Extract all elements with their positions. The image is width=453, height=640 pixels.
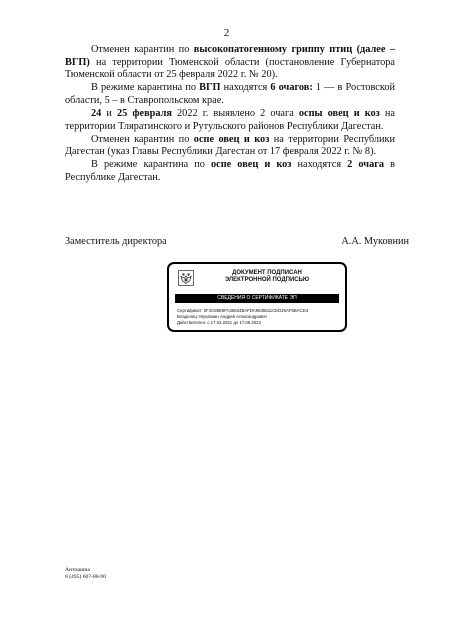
footer-phone: 8 (495) 607-80-90: [65, 574, 107, 580]
text-run: на территории Тюменской области (постановление Губернатора Тюменской области от 25 февраля 2022 г. № 20).: [65, 56, 395, 81]
bold-text-run: 24: [91, 107, 102, 119]
paragraph: [65, 108, 395, 133]
signatory-role: Заместитель директора: [65, 236, 167, 247]
text-run: находятся: [220, 82, 271, 94]
footer-author: Антошина: [65, 567, 90, 573]
text-run: в Республике Дагестан.: [65, 159, 395, 183]
paragraph: [65, 134, 395, 159]
certificate-info-bar: СВЕДЕНИЯ О СЕРТИФИКАТЕ ЭП: [175, 294, 339, 303]
text-run: на территории Республики Дагестан (указ Главы Республики Дагестан от 17 февраля 2022 г. № 8).: [65, 133, 395, 158]
bold-text-run: оспы овец и коз: [298, 107, 380, 119]
text-run: 2022 г. выявлено 2 очага: [171, 107, 299, 119]
document-body: [65, 44, 395, 185]
certificate-validity: Действителен: с 17.03.2021 до 17.06.2022: [177, 319, 261, 325]
text-run: В режиме карантина по: [91, 159, 211, 171]
paragraph: [65, 82, 395, 107]
text-run: и: [101, 107, 117, 119]
certificate-details: [177, 308, 341, 326]
bold-text-run: 2 очага: [347, 159, 385, 171]
stamp-title-line: ДОКУМЕНТ ПОДПИСАН: [232, 270, 302, 276]
bold-text-run: высокопатогенному гриппу птиц (далее – ВГП): [65, 44, 395, 68]
text-run: Отменен карантин по: [91, 44, 194, 55]
certificate-number: Сертификат: 0F4C89E9FA36534BAFDA9635511CED26AF6BACD4: [177, 308, 309, 313]
stamp-title-line: ЭЛЕКТРОННОЙ ПОДПИСЬЮ: [224, 277, 310, 284]
signatory-name: А.А. Муковнин: [341, 236, 409, 247]
bold-text-run: ВГП: [199, 82, 221, 94]
page-number: 2: [223, 27, 230, 39]
text-run: 1 — в Ростовской области, 5 – в Ставропольском крае.: [65, 82, 395, 106]
bold-text-run: 6 очагов:: [270, 82, 313, 94]
text-run: Отменен карантин по: [91, 133, 194, 145]
bold-text-run: оспе овец и коз: [211, 159, 292, 171]
text-run: на территории Тляратинского и Рутульского районов Республики Дагестан.: [65, 107, 395, 132]
certificate-owner: Владелец: Муковнин Андрей Александрович: [177, 313, 267, 319]
footer-contact: [65, 567, 106, 581]
stamp-title: [193, 270, 341, 285]
coat-of-arms-icon: [178, 270, 194, 286]
electronic-signature-stamp: [167, 262, 347, 332]
bold-text-run: оспе овец и коз: [193, 133, 270, 145]
text-run: В режиме карантина по: [91, 82, 200, 94]
bold-text-run: 25 февраля: [116, 107, 172, 119]
text-run: находятся: [291, 159, 348, 171]
paragraph: [65, 159, 395, 184]
paragraph: [65, 44, 395, 82]
